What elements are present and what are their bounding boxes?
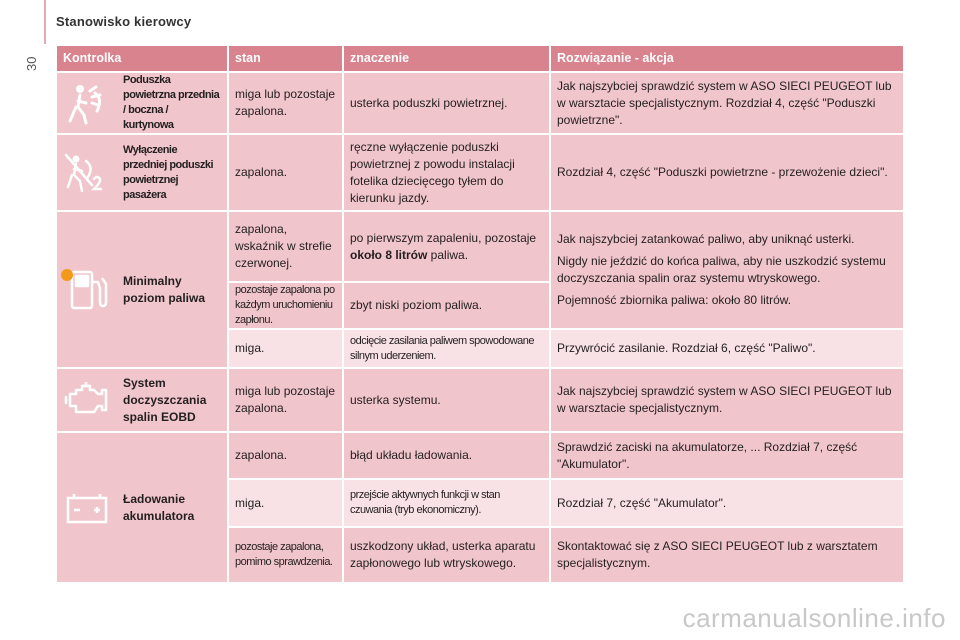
airbag-icon (62, 81, 112, 125)
side-rule (44, 0, 46, 44)
battery-icon (62, 486, 112, 530)
row-passenger-airbag-znaczenie: ręczne wyłączenie poduszki powietrznej z powodu instalacji fotelika dziecięcego tyłem do kierunku jazdy. (344, 135, 549, 210)
row-battery-znaczenie-1: błąd układu ładowania. (344, 433, 549, 478)
fuel-akcja-line-1: Jak najszybciej zatankować paliwo, aby uniknąć usterki. (557, 232, 855, 246)
row-airbag-icon-cell (57, 73, 117, 133)
warning-lights-table (57, 46, 903, 582)
row-airbag-name: Poduszka powietrzna przednia / boczna / kurtynowa (117, 73, 227, 133)
row-battery-stan-3: pozostaje zapalona, pomimo sprawdzenia. (229, 528, 342, 582)
row-fuel-stan-3: miga. (229, 330, 342, 367)
row-fuel-znaczenie-2: zbyt niski poziom paliwa. (344, 283, 549, 328)
row-fuel-akcja (551, 212, 903, 328)
header-znaczenie: znaczenie (344, 46, 549, 71)
row-battery-znaczenie-3: uszkodzony układ, usterka aparatu zapłonowego lub wtryskowego. (344, 528, 549, 582)
row-airbag-znaczenie: usterka poduszki powietrznej. (344, 73, 549, 133)
page-number: 30 (24, 56, 39, 71)
row-fuel-name: Minimalny poziom paliwa (117, 212, 227, 367)
row-battery-znaczenie-2: przejście aktywnych funkcji w stan czuwania (tryb ekonomiczny). (344, 480, 549, 526)
header-kontrolka: Kontrolka (57, 46, 227, 71)
row-battery-icon-cell (57, 433, 117, 582)
section-title: Stanowisko kierowcy (56, 14, 192, 29)
row-airbag-stan: miga lub pozostaje zapalona. (229, 73, 342, 133)
row-passenger-airbag-stan: zapalona. (229, 135, 342, 210)
row-battery-akcja-1: Sprawdzić zaciski na akumulatorze, ... Rozdział 7, część "Akumulator". (551, 433, 903, 478)
watermark: carmanualsonline.info (682, 603, 946, 633)
row-engine-znaczenie: usterka systemu. (344, 369, 549, 431)
row-engine-akcja: Jak najszybciej sprawdzić system w ASO SIECI PEUGEOT lub w warsztacie specjalistycznym. (551, 369, 903, 431)
fuel-akcja-line-3: Pojemność zbiornika paliwa: około 80 litrów. (557, 293, 792, 307)
passenger-airbag-off-icon (62, 151, 112, 195)
row-battery-stan-2: miga. (229, 480, 342, 526)
row-battery-name: Ładowanie akumulatora (117, 433, 227, 582)
row-passenger-airbag-name: Wyłączenie przedniej poduszki powietrznej pasażera (117, 135, 227, 210)
row-battery-akcja-3: Skontaktować się z ASO SIECI PEUGEOT lub z warsztatem specjalistycznym. (551, 528, 903, 582)
engine-icon (62, 378, 112, 422)
row-fuel-akcja-4: Przywrócić zasilanie. Rozdział 6, część "Paliwo". (551, 330, 903, 367)
warning-dot (61, 269, 73, 281)
row-fuel-icon-cell (57, 212, 117, 367)
row-passenger-airbag-icon-cell (57, 135, 117, 210)
row-fuel-stan-2: pozostaje zapalona po każdym uruchomieniu zapłonu. (229, 283, 342, 328)
row-battery-stan-1: zapalona. (229, 433, 342, 478)
row-engine-stan: miga lub pozostaje zapalona. (229, 369, 342, 431)
row-battery-akcja-2: Rozdział 7, część "Akumulator". (551, 480, 903, 526)
fuel-akcja-line-2: Nigdy nie jeździć do końca paliwa, aby nie uszkodzić systemu doczyszczania spalin oraz systemu wtryskowego. (557, 254, 886, 285)
row-fuel-znaczenie-3: odcięcie zasilania paliwem spowodowane silnym uderzeniem. (344, 330, 549, 367)
row-airbag-akcja: Jak najszybciej sprawdzić system w ASO SIECI PEUGEOT lub w warsztacie specjalistycznym. Rozdział 4, część "Poduszki powietrzne". (551, 73, 903, 133)
row-fuel-stan-1: zapalona, wskaźnik w strefie czerwonej. (229, 212, 342, 281)
row-engine-icon-cell (57, 369, 117, 431)
row-passenger-airbag-akcja: Rozdział 4, część "Poduszki powietrzne - przewożenie dzieci". (551, 135, 903, 210)
header-stan: stan (229, 46, 342, 71)
row-fuel-znaczenie-1: po pierwszym zapaleniu, pozostaje około 8 litrów paliwa. (344, 212, 549, 281)
row-engine-name: System doczyszczania spalin EOBD (117, 369, 227, 431)
header-akcja: Rozwiązanie - akcja (551, 46, 903, 71)
